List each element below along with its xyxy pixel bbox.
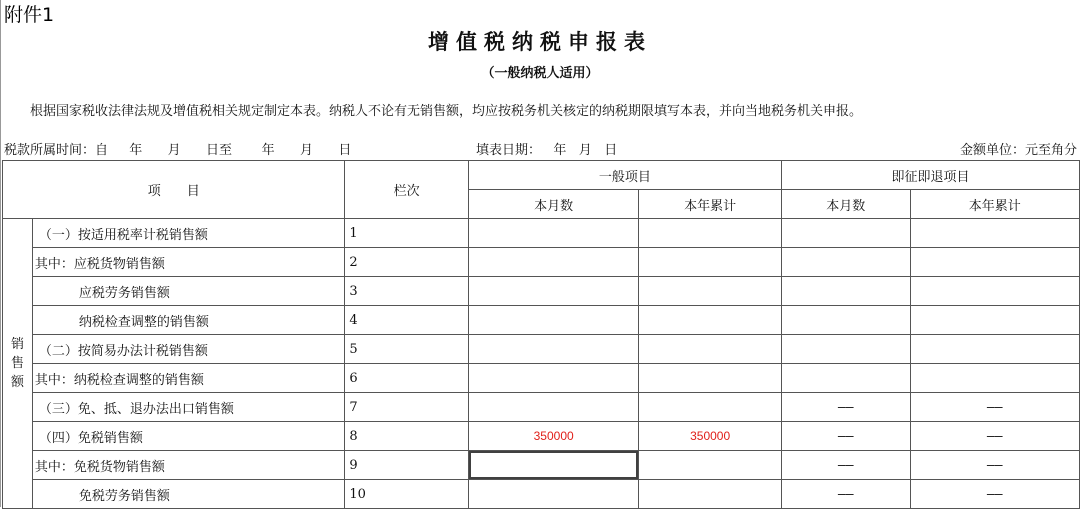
row-item: （三）免、抵、退办法出口销售额	[32, 393, 344, 422]
cell-general-year-to-date[interactable]	[639, 393, 782, 422]
row-item: 应税劳务销售额	[32, 277, 344, 306]
table-row	[3, 219, 1080, 248]
row-item: （二）按简易办法计税销售额	[32, 335, 344, 364]
header-column-no: 栏次	[345, 161, 469, 219]
cell-general-this-month[interactable]: 350000	[468, 422, 638, 451]
row-column-no: 3	[345, 277, 469, 306]
table-row	[3, 248, 1080, 277]
cell-general-year-to-date[interactable]: 350000	[639, 422, 782, 451]
amount-unit: 金额单位：元至角分	[959, 143, 1077, 158]
form-title: 增值税纳税申报表	[428, 29, 652, 54]
cell-refund-year-to-date[interactable]	[910, 364, 1080, 393]
row-column-no: 2	[345, 248, 469, 277]
row-item: （四）免税销售额	[32, 422, 344, 451]
cell-general-year-to-date[interactable]	[639, 248, 782, 277]
side-label-text: 销售额	[10, 337, 24, 390]
cell-refund-year-to-date[interactable]: ——	[910, 480, 1080, 509]
cell-general-this-month-selected[interactable]	[468, 451, 638, 480]
cell-refund-year-to-date[interactable]	[910, 306, 1080, 335]
cell-refund-this-month[interactable]	[781, 219, 910, 248]
cell-general-this-month[interactable]	[468, 219, 638, 248]
cell-refund-this-month[interactable]	[781, 364, 910, 393]
cell-general-year-to-date[interactable]	[639, 306, 782, 335]
row-column-no: 7	[345, 393, 469, 422]
table-row	[3, 335, 1080, 364]
row-item: 其中：纳税检查调整的销售额	[32, 364, 344, 393]
header-general-year-to-date: 本年累计	[639, 190, 782, 219]
cell-refund-this-month[interactable]	[781, 306, 910, 335]
row-item: 其中：免税货物销售额	[32, 451, 344, 480]
table-row	[3, 306, 1080, 335]
cell-general-year-to-date[interactable]	[639, 219, 782, 248]
cell-general-this-month[interactable]	[468, 335, 638, 364]
cell-general-this-month[interactable]	[468, 277, 638, 306]
cell-refund-year-to-date[interactable]: ——	[910, 393, 1080, 422]
cell-general-this-month[interactable]	[468, 248, 638, 277]
cell-refund-this-month[interactable]: ——	[781, 451, 910, 480]
cell-general-year-to-date[interactable]	[639, 364, 782, 393]
table-row	[3, 393, 1080, 422]
cell-refund-year-to-date[interactable]	[910, 277, 1080, 306]
row-item: 免税劳务销售额	[32, 480, 344, 509]
side-label-sales	[3, 219, 33, 509]
cell-general-year-to-date[interactable]	[639, 451, 782, 480]
header-general-items: 一般项目	[468, 161, 781, 190]
tax-return-table	[2, 160, 1080, 509]
row-column-no: 4	[345, 306, 469, 335]
form-subtitle: （一般纳税人适用）	[481, 66, 599, 81]
cell-refund-year-to-date[interactable]: ——	[910, 451, 1080, 480]
table-row	[3, 364, 1080, 393]
cell-refund-this-month[interactable]	[781, 335, 910, 364]
row-column-no: 6	[345, 364, 469, 393]
row-item: 纳税检查调整的销售额	[32, 306, 344, 335]
row-column-no: 10	[345, 480, 469, 509]
cell-general-year-to-date[interactable]	[639, 480, 782, 509]
row-item: （一）按适用税率计税销售额	[32, 219, 344, 248]
row-item: 其中：应税货物销售额	[32, 248, 344, 277]
table-row	[3, 480, 1080, 509]
cell-general-this-month[interactable]	[468, 393, 638, 422]
table-row	[3, 422, 1080, 451]
cell-general-year-to-date[interactable]	[639, 335, 782, 364]
row-column-no: 9	[345, 451, 469, 480]
cell-refund-year-to-date[interactable]	[910, 335, 1080, 364]
header-item: 项 目	[3, 161, 345, 219]
cell-general-year-to-date[interactable]	[639, 277, 782, 306]
table-row	[3, 277, 1080, 306]
cell-refund-this-month[interactable]	[781, 277, 910, 306]
attachment-label: 附件1	[4, 4, 55, 26]
fill-date: 填表日期： 年 月 日	[476, 143, 618, 158]
header-refund-year-to-date: 本年累计	[910, 190, 1080, 219]
row-column-no: 1	[345, 219, 469, 248]
cell-refund-year-to-date[interactable]	[910, 248, 1080, 277]
cell-general-this-month[interactable]	[468, 306, 638, 335]
cell-general-this-month[interactable]	[468, 364, 638, 393]
header-immediate-refund-items: 即征即退项目	[781, 161, 1079, 190]
cell-refund-year-to-date[interactable]: ——	[910, 422, 1080, 451]
cell-refund-year-to-date[interactable]	[910, 219, 1080, 248]
intro-text: 根据国家税收法律法规及增值税相关规定制定本表。纳税人不论有无销售额，均应按税务机关核定的纳税期限填写本表，并向当地税务机关申报。	[30, 104, 863, 119]
tax-period: 税款所属时间：自 年 月 日至 年 月 日	[4, 143, 352, 158]
cell-refund-this-month[interactable]: ——	[781, 393, 910, 422]
row-column-no: 5	[345, 335, 469, 364]
cell-refund-this-month[interactable]: ——	[781, 422, 910, 451]
row-column-no: 8	[345, 422, 469, 451]
header-general-this-month: 本月数	[468, 190, 638, 219]
cell-refund-this-month[interactable]: ——	[781, 480, 910, 509]
cell-general-this-month[interactable]	[468, 480, 638, 509]
header-refund-this-month: 本月数	[781, 190, 910, 219]
cell-refund-this-month[interactable]	[781, 248, 910, 277]
table-row	[3, 451, 1080, 480]
